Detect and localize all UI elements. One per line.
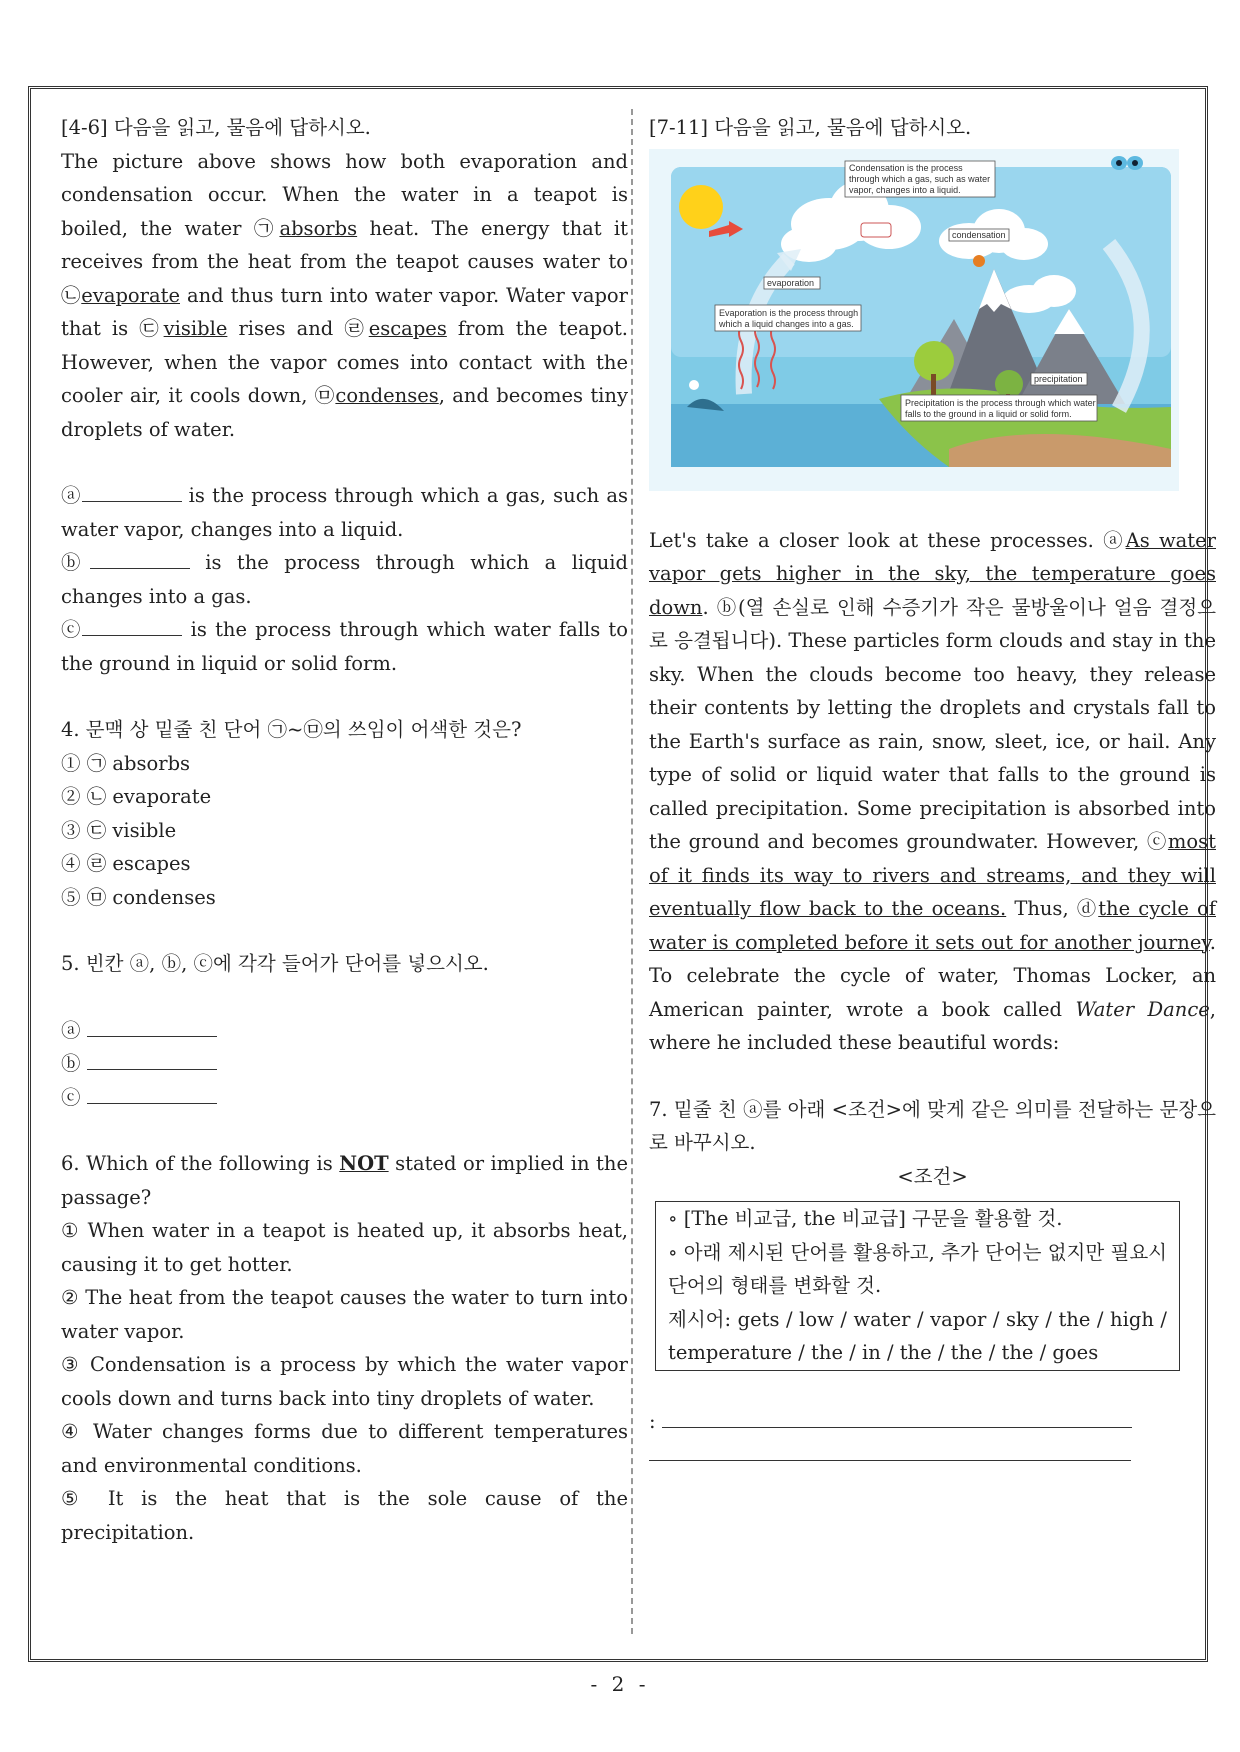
blank-b[interactable] [90, 546, 190, 569]
section-header-4-6: [4-6] 다음을 읽고, 물음에 답하시오. [61, 116, 371, 139]
korean-sentence-b: (열 손실로 인해 수증기가 작은 물방울이나 얼음 결정으로 응결됩니다) [649, 595, 1216, 652]
condition-3: 제시어: gets / low / water / vapor / sky / the / high / temperature / the / in / the / the / the / goes [668, 1307, 1167, 1364]
question-5: 5. 빈칸 ⓐ, ⓑ, ⓒ에 각각 들어가 단어를 넣으시오. [61, 952, 489, 975]
underlined-sentence-d: the cycle of water is completed before it sets out for another journey [649, 897, 1216, 954]
underlined-word-5: condenses [335, 384, 439, 407]
q4-option-5[interactable]: ⑤ ㉤ condenses [61, 885, 216, 909]
fig-evaporation-note-2: which a liquid changes into a gas. [719, 318, 854, 329]
book-title: Water Dance [1075, 997, 1210, 1021]
condition-box [655, 1201, 1180, 1371]
fig-condensation-note-3: vapor, changes into a liquid. [849, 184, 961, 195]
blank-a[interactable] [82, 479, 182, 502]
fig-precipitation-note-2: falls to the ground in a liquid or solid form. [905, 408, 1072, 419]
q6-option-3[interactable]: ③ Condensation is a process by which the water vapor cools down and turns back into tiny droplets of water. [61, 1353, 628, 1410]
q4-option-2[interactable]: ② ㉡ evaporate [61, 785, 212, 808]
condition-title: <조건> [897, 1164, 968, 1188]
section-header-7-11: [7-11] 다음을 읽고, 물음에 답하시오. [649, 116, 972, 139]
q5-answer-b: ⓑ [61, 1047, 628, 1081]
q6-option-2[interactable]: ② The heat from the teapot causes the water to turn into water vapor. [61, 1286, 628, 1343]
fig-evaporation-note-1: Evaporation is the process through [719, 307, 859, 318]
q5-blank-a[interactable] [87, 1014, 217, 1037]
question-4: 4. 문맥 상 밑줄 친 단어 ㉠~㉤의 쓰임이 어색한 것은? [61, 718, 522, 741]
fig-condensation-note-1: Condensation is the process [849, 162, 963, 173]
balloon-icon [973, 255, 985, 267]
condition-1: ∘ [The 비교급, the 비교급] 구문을 활용할 것. [668, 1207, 1063, 1230]
right-column [649, 111, 1216, 1472]
fig-precipitation-label: precipitation [1034, 373, 1083, 384]
passage-7-11: Let's take a closer look at these processes. ⓐAs water vapor gets higher in the sky, the temperature goes down. ⓑ(열 손실로 인해 수증기가 작은 물방울이나 얼음 결정으로 응결됩니다). These particles form clouds and stay in the sky. When the clouds become too heavy, they release their contents by letting the droplets and crystals fall to the Earth's surface as rain, snow, sleet, ice, or hail. Any type of solid or liquid water that falls to the ground is called precipitation. Some precipitation is absorbed into the ground and becomes groundwater. However, ⓒmost of it finds its way to rivers and streams, and they will eventually flow back to the oceans. Thus, ⓓthe cycle of water is completed before it sets out for another journey. To celebrate the cycle of water, Thomas Locker, an American painter, wrote a book called Water Dance, where he included these beautiful words: [649, 528, 1216, 1054]
underlined-word-1: absorbs [279, 216, 358, 240]
question-7: 7. 밑줄 친 ⓐ를 아래 <조건>에 맞게 같은 의미를 전달하는 문장으로 바꾸시오. [649, 1097, 1216, 1154]
underlined-word-3: visible [163, 317, 228, 340]
underlined-sentence-a: As water vapor gets higher in the sky, the temperature goes down [649, 528, 1216, 619]
blank-c[interactable] [82, 613, 182, 636]
definition-b: ⓑ is the process through which a liquid changes into a gas. [61, 546, 628, 613]
q6-option-4[interactable]: ④ Water changes forms due to different temperatures and environmental conditions. [61, 1420, 628, 1477]
definition-c: ⓒ is the process through which water falls to the ground in liquid or solid form. [61, 613, 628, 680]
fig-precipitation-note-1: Precipitation is the process through which water [905, 397, 1096, 408]
airplane-icon [861, 223, 891, 237]
q6-option-1[interactable]: ① When water in a teapot is heated up, it absorbs heat, causing it to get hotter. [61, 1219, 628, 1276]
fig-evaporation-label: evaporation [767, 277, 815, 288]
underlined-word-2: evaporate [81, 283, 180, 307]
column-divider [631, 109, 633, 1634]
condition-2: ∘ 아래 제시된 단어를 활용하고, 추가 단어는 없지만 필요시 단어의 형태를 변화할 것. [668, 1240, 1167, 1297]
passage-4-6: The picture above shows how both evaporation and condensation occur. When the water in a teapot is boiled, the water ㉠absorbs heat. The energy that it receives from the heat from the teapot causes water to ㉡evaporate and thus turn into water vapor. Water vapor that is ㉢visible rises and ㉣escapes from the teapot. However, when the vapor comes into contact with the cooler air, it cools down, ㉤condenses, and becomes tiny droplets of water. [61, 149, 628, 441]
question-6: 6. Which of the following is NOT stated or implied in the passage? [61, 1152, 628, 1209]
sun-icon [679, 185, 723, 229]
underlined-word-4: escapes [368, 317, 447, 340]
q4-option-1[interactable]: ① ㉠ absorbs [61, 751, 191, 775]
q6-option-5[interactable]: ⑤ It is the heat that is the sole cause of the precipitation. [61, 1487, 628, 1544]
q5-blank-c[interactable] [87, 1081, 217, 1104]
q5-answer-a: ⓐ [61, 1014, 628, 1048]
q7-answer-input-2[interactable] [649, 1440, 1131, 1461]
underlined-sentence-c: most of it finds its way to rivers and streams, and they will eventually flow back to the oceans. [649, 830, 1216, 920]
q7-answer-input-1[interactable] [662, 1407, 1132, 1428]
q4-option-4[interactable]: ④ ㉣ escapes [61, 852, 191, 875]
seagull-icon [689, 380, 699, 390]
left-column [61, 111, 628, 1549]
q7-answer-line-1: : [649, 1405, 1216, 1439]
q4-option-3[interactable]: ③ ㉢ visible [61, 818, 177, 842]
not-emphasis: NOT [339, 1152, 389, 1175]
page-frame [28, 86, 1216, 1662]
fig-condensation-note-2: through which a gas, such as water [849, 173, 991, 184]
definition-a: ⓐ is the process through which a gas, such as water vapor, changes into a liquid. [61, 479, 628, 546]
water-cycle-illustration [649, 149, 1179, 491]
q5-blank-b[interactable] [87, 1047, 217, 1070]
q7-answer-line-2 [649, 1438, 1216, 1472]
page-number: - 2 - [590, 1672, 650, 1696]
water-cycle-figure [649, 149, 1179, 491]
fig-condensation-label: condensation [952, 229, 1006, 240]
q5-answer-c: ⓒ [61, 1081, 628, 1115]
